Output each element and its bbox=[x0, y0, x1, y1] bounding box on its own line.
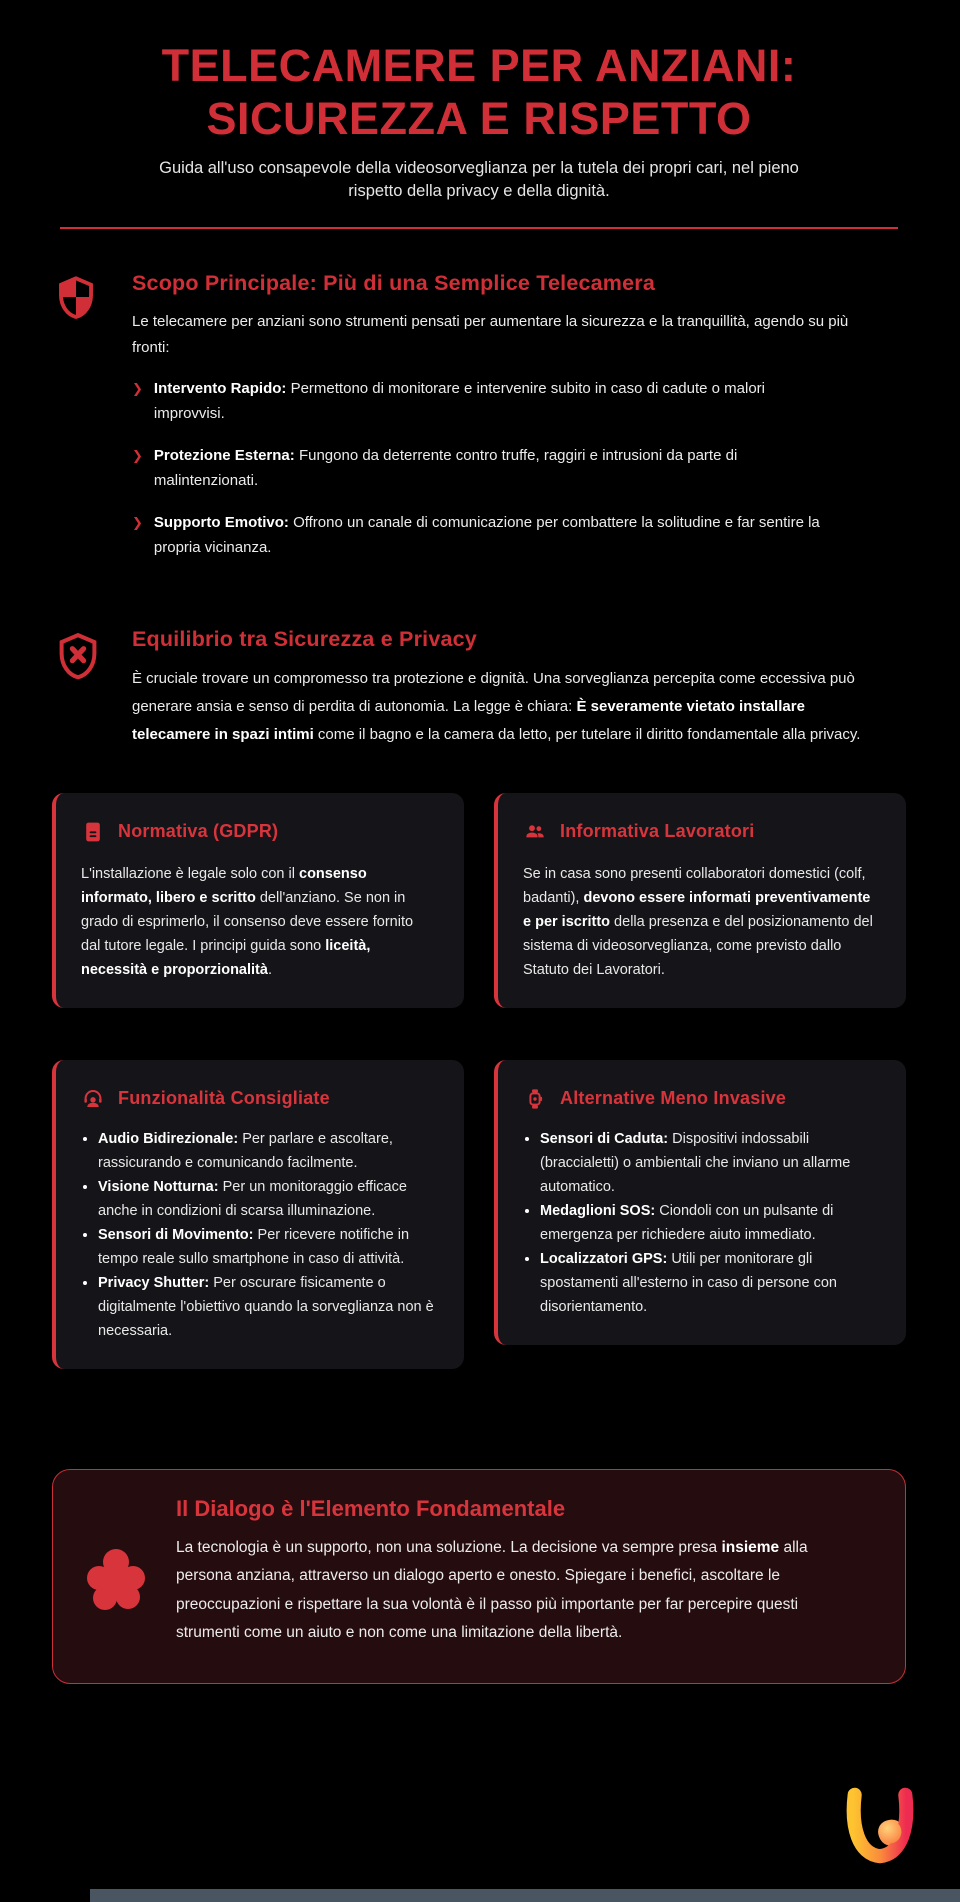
section-title: Scopo Principale: Più di una Semplice Telecamera bbox=[132, 270, 655, 295]
page-title-line1: TELECAMERE PER ANZIANI: bbox=[161, 40, 797, 91]
card-normativa-gdpr bbox=[52, 793, 464, 1008]
checkered-shield-icon bbox=[54, 271, 102, 577]
cards-row-1 bbox=[52, 793, 906, 1008]
list-item bbox=[132, 376, 822, 426]
chevron-bullet-icon: ❯ bbox=[132, 514, 143, 530]
cards-row-2 bbox=[52, 1060, 906, 1369]
support-headset-icon bbox=[81, 1087, 105, 1111]
chevron-bullet-icon: ❯ bbox=[132, 380, 143, 396]
bottom-bar bbox=[90, 1889, 960, 1902]
page-title-line2: SICUREZZA E RISPETTO bbox=[206, 92, 752, 144]
card-title: Normativa (GDPR) bbox=[118, 821, 279, 842]
header bbox=[52, 40, 906, 229]
brand-u-logo bbox=[843, 1786, 917, 1864]
funzionalita-list bbox=[81, 1127, 436, 1343]
card-header bbox=[81, 1087, 436, 1111]
section-paragraph: È cruciale trovare un compromesso tra protezione e dignità. Una sorveglianza percepita come eccessiva può generare ansia e senso di perdita di autonomia. La legge è chiara: È severamente vietato installare telecamere in spazi intimi come il bagno e la camera da letto, per tutelare il diritto fondamentale alla privacy. bbox=[132, 669, 861, 743]
list-item: • Localizzatori GPS: Utili per monitorare gli spostamenti all'esterno in caso di persone con disorientamento. bbox=[540, 1247, 878, 1319]
card-title: Alternative Meno Invasive bbox=[560, 1088, 787, 1109]
list-item bbox=[132, 510, 822, 560]
section-scopo-body bbox=[132, 271, 867, 577]
wearable-sensor-icon bbox=[523, 1087, 547, 1111]
dialog-banner bbox=[52, 1469, 906, 1684]
card-text: Se in casa sono presenti collaboratori domestici (colf, badanti), devono essere informati preventivamente e per iscritto della presenza e del posizionamento del sistema di videosorveglianza, come previsto dallo Statuto dei Lavoratori. bbox=[523, 865, 873, 978]
shield-x-icon bbox=[54, 627, 102, 749]
document-icon bbox=[81, 820, 105, 844]
card-title: Informativa Lavoratori bbox=[560, 821, 755, 842]
list-item: • Sensori di Caduta: Dispositivi indossabili (braccialetti) o ambientali che inviano un allarme automatico. bbox=[540, 1127, 878, 1199]
card-header bbox=[81, 820, 436, 844]
section-intro: Le telecamere per anziani sono strumenti pensati per aumentare la sicurezza e la tranquillità, agendo su più fronti: bbox=[132, 312, 849, 356]
people-icon bbox=[523, 820, 547, 844]
list-item bbox=[132, 443, 822, 493]
list-item: • Visione Notturna: Per un monitoraggio efficace anche in condizioni di scarsa illuminazione. bbox=[98, 1175, 436, 1223]
section-equilibrio-body bbox=[132, 627, 880, 749]
blob-icon bbox=[83, 1546, 149, 1653]
dialog-body bbox=[176, 1496, 836, 1653]
page-subtitle: Guida all'uso consapevole della videosorveglianza per la tutela dei propri cari, nel pieno rispetto della privacy e della dignità. bbox=[159, 159, 799, 201]
scopo-bullet-list bbox=[132, 376, 867, 560]
card-header bbox=[523, 820, 878, 844]
list-item: • Privacy Shutter: Per oscurare fisicamente o digitalmente l'obiettivo quando la sorveglianza non è necessaria. bbox=[98, 1271, 436, 1343]
page-title bbox=[52, 40, 906, 145]
section-equilibrio bbox=[54, 627, 906, 749]
card-informativa-lavoratori bbox=[494, 793, 906, 1008]
card-text: L'installazione è legale solo con il consenso informato, libero e scritto dell'anziano. Se non in grado di esprimerlo, il consenso deve essere fornito dal tutore legale. I principi guida sono liceità, necessità e proporzionalità. bbox=[81, 865, 414, 978]
chevron-bullet-icon: ❯ bbox=[132, 447, 143, 463]
header-divider bbox=[60, 227, 898, 229]
alternative-list bbox=[523, 1127, 878, 1319]
list-item-text: Intervento Rapido: Permettono di monitorare e intervenire subito in caso di cadute o malori improvvisi. bbox=[153, 379, 766, 422]
list-item-text: Protezione Esterna: Fungono da deterrente contro truffe, raggiri e intrusioni da parte di malintenzionati. bbox=[153, 446, 738, 489]
section-scopo-principale bbox=[54, 271, 906, 577]
card-title: Funzionalità Consigliate bbox=[118, 1088, 330, 1109]
list-item-text: Supporto Emotivo: Offrono un canale di comunicazione per combattere la solitudine e far sentire la propria vicinanza. bbox=[153, 513, 820, 556]
card-funzionalita-consigliate bbox=[52, 1060, 464, 1369]
card-alternative-meno-invasive bbox=[494, 1060, 906, 1345]
list-item: • Medaglioni SOS: Ciondoli con un pulsante di emergenza per richiedere aiuto immediato. bbox=[540, 1199, 878, 1247]
dialog-text: La tecnologia è un supporto, non una soluzione. La decisione va sempre presa insieme alla persona anziana, attraverso un dialogo aperto e onesto. Spiegare i benefici, ascoltare le preoccupazioni e rispettare la sua volontà è il passo più importante per far percepire questi strumenti come un aiuto e non come una limitazione della libertà. bbox=[176, 1538, 808, 1642]
card-header bbox=[523, 1087, 878, 1111]
list-item: • Sensori di Movimento: Per ricevere notifiche in tempo reale sullo smartphone in caso di attività. bbox=[98, 1223, 436, 1271]
section-title: Equilibrio tra Sicurezza e Privacy bbox=[132, 626, 477, 651]
list-item: • Audio Bidirezionale: Per parlare e ascoltare, rassicurando e comunicando facilmente. bbox=[98, 1127, 436, 1175]
dialog-title: Il Dialogo è l'Elemento Fondamentale bbox=[176, 1495, 566, 1521]
